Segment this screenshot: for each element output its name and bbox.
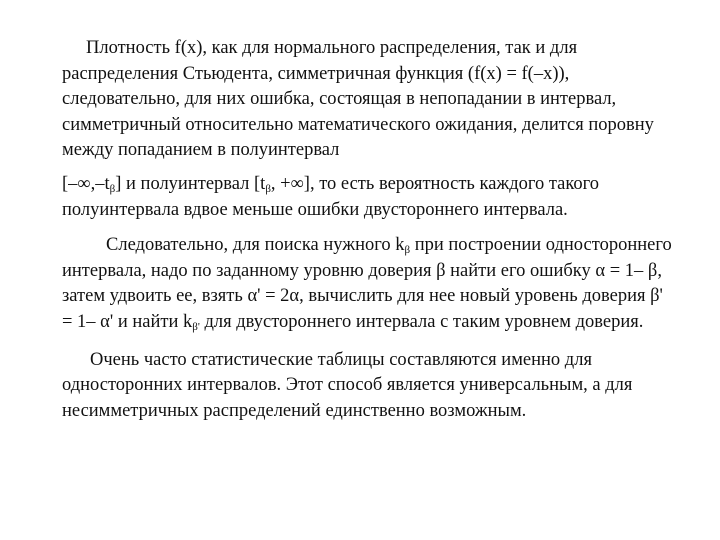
subscript: β: [404, 244, 411, 257]
text-segment: для двустороннего интервала с таким уровнем доверия.: [199, 311, 644, 332]
text-segment: ] и полуинтервал [t: [115, 173, 266, 194]
subscript: β: [265, 182, 271, 195]
paragraph-density-symmetry: Плотность f(x), как для нормального распределения, так и для распределения Стьюдента, симметричная функция (f(x) = f(–x)), следовательно, для них ошибка, состоящая в непопадании в интервал, симметричный относительно математического ожидания, делится поровну между попаданием в полуинтервал: [62, 38, 654, 161]
text-segment: Следовательно, для поиска нужного k: [106, 235, 405, 256]
paragraph-one-sided-procedure: [62, 233, 672, 335]
text-segment: [–∞,–t: [62, 173, 110, 194]
text-segment: при построении одностороннего интервала, надо по заданному уровню доверия β найти его ошибку α = 1– β, затем удвоить ее, взять α' = 2α, вычислить для нее новый уровень доверия β' = 1– α' и найти k: [62, 235, 672, 332]
paragraph-tables-note: Очень часто статистические таблицы составляются именно для односторонних интервалов. Этот способ является универсальным, а для несимметричных распределений единственно возможным.: [62, 349, 633, 421]
text-segment: , +∞], то есть вероятность каждого такого полуинтервала вдвое меньше ошибки двустороннего интервала.: [62, 173, 600, 220]
subscript: β: [109, 182, 116, 195]
slide-text-body: [62, 36, 672, 424]
subscript: β': [192, 320, 200, 333]
paragraph-half-intervals: [62, 172, 672, 223]
